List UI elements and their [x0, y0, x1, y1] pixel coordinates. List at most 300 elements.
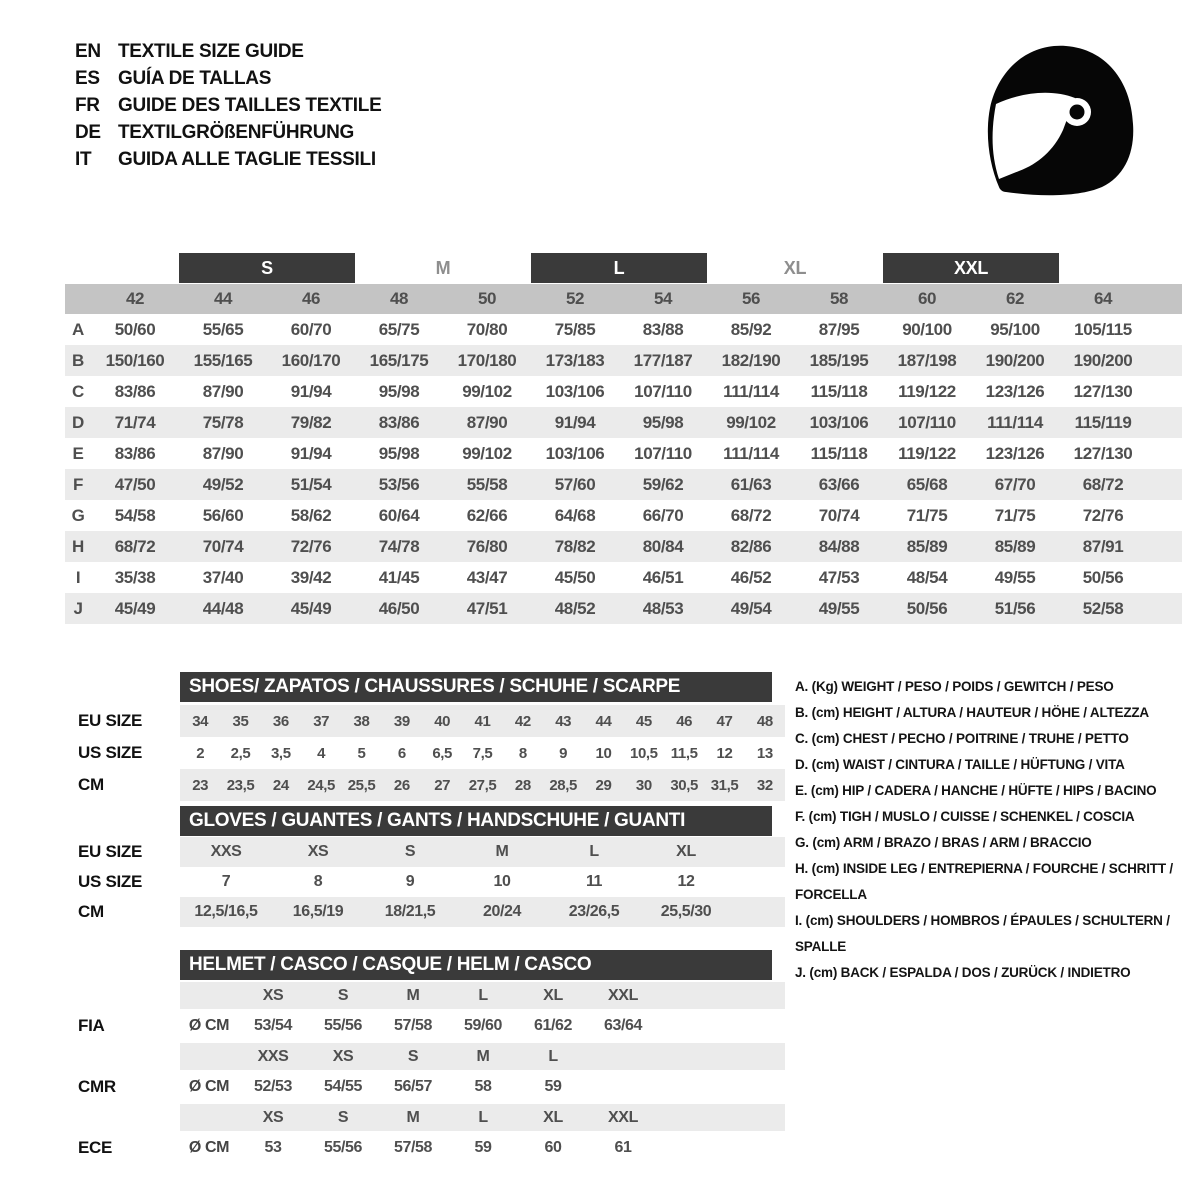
helmet-size-value: 56/57 [393, 1078, 433, 1095]
helmet-size-value: 61 [614, 1139, 632, 1156]
shoe-size-value: 30,5 [670, 776, 698, 794]
shoe-size-value: 32 [756, 776, 773, 794]
shoe-size-value: 8 [518, 744, 527, 762]
size-value: 190/200 [1073, 350, 1133, 370]
shoe-size-value: 23 [192, 776, 209, 794]
size-value: 65/75 [378, 319, 420, 339]
size-value: 103/106 [809, 412, 869, 432]
column-header: 64 [1093, 289, 1113, 308]
language-code: IT [75, 148, 92, 170]
legend-item: G. (cm) ARM / BRAZO / BRAS / ARM / BRACCIO [795, 835, 1092, 850]
shoe-size-value: 36 [272, 712, 289, 730]
shoe-size-value: 35 [232, 712, 249, 730]
size-value: 71/74 [114, 412, 156, 432]
size-value: 123/126 [985, 381, 1045, 401]
size-value: 49/55 [994, 567, 1036, 587]
helmet-fia-values-row [0, 1009, 1200, 1043]
numeric-column-header-row [65, 284, 1182, 314]
shoes-cm-values [180, 769, 785, 801]
helmet-section-header: HELMET / CASCO / CASQUE / HELM / CASCO [180, 950, 772, 980]
column-header: 56 [741, 289, 761, 308]
size-value: 44/48 [202, 598, 244, 618]
size-value: 47/53 [818, 567, 860, 587]
shoe-size-value: 40 [434, 712, 451, 730]
gloves-section-header: GLOVES / GUANTES / GANTS / HANDSCHUHE / GUANTI [180, 806, 772, 836]
glove-size-value: 10 [493, 873, 511, 890]
ece-values [180, 1131, 785, 1165]
size-value: 95/100 [990, 319, 1040, 339]
size-value: 55/58 [466, 474, 508, 494]
size-value: 95/98 [378, 443, 420, 463]
shoe-size-value: 28,5 [549, 776, 577, 794]
glove-size-value: 20/24 [482, 903, 522, 920]
size-value: 111/114 [723, 381, 779, 401]
helmet-size-value: 54/55 [323, 1078, 363, 1095]
helmet-size-value: 63/64 [603, 1017, 643, 1034]
size-band-row [65, 253, 1182, 284]
size-value: 51/56 [994, 598, 1036, 618]
standard-label-ece: ECE [78, 1138, 113, 1157]
helmet-size-header: M [406, 1108, 420, 1126]
size-value: 83/86 [114, 443, 156, 463]
table-row-h [65, 531, 1182, 562]
column-header: 46 [301, 289, 321, 308]
shoe-size-value: 26 [393, 776, 410, 794]
size-value: 59/62 [642, 474, 684, 494]
helmet-size-value: 55/56 [323, 1139, 363, 1156]
size-value: 155/165 [193, 350, 253, 370]
size-value: 45/50 [554, 567, 596, 587]
size-value: 48/53 [642, 598, 684, 618]
size-value: 72/76 [290, 536, 332, 556]
language-title: GUIDE DES TAILLES TEXTILE [118, 94, 382, 116]
size-value: 103/106 [545, 381, 605, 401]
unit-spacer [180, 1104, 238, 1131]
helmet-size-header: XL [543, 986, 563, 1004]
shoe-size-value: 24,5 [307, 776, 335, 794]
legend-item: C. (cm) CHEST / PECHO / POITRINE / TRUHE / PETTO [795, 731, 1129, 746]
size-label-m: M [435, 257, 451, 278]
helmet-size-header: XS [332, 1047, 354, 1065]
unit-spacer [180, 1043, 238, 1070]
size-value: 41/45 [378, 567, 420, 587]
size-value: 83/88 [642, 319, 684, 339]
helmet-size-header: S [407, 1047, 419, 1065]
size-value: 46/50 [378, 598, 420, 618]
size-value: 190/200 [985, 350, 1045, 370]
helmet-cmr-values-row [0, 1070, 1200, 1104]
glove-size-value: 7 [221, 873, 231, 890]
size-label-l: L [531, 253, 707, 283]
shoe-size-value: 6,5 [432, 744, 452, 762]
cmr-size-headers [180, 1043, 785, 1070]
size-value: 60/70 [290, 319, 332, 339]
size-value: 68/72 [730, 505, 772, 525]
row-label: CM [78, 775, 104, 794]
legend-item: E. (cm) HIP / CADERA / HANCHE / HÜFTE / HIPS / BACINO [795, 783, 1157, 798]
size-value: 70/74 [202, 536, 244, 556]
size-value: 84/88 [818, 536, 860, 556]
helmet-size-value: 55/56 [323, 1017, 363, 1034]
corner-spacer [65, 284, 91, 314]
size-value: 127/130 [1073, 443, 1133, 463]
glove-size-value: 18/21,5 [384, 903, 436, 920]
size-value: 78/82 [554, 536, 596, 556]
size-value: 68/72 [114, 536, 156, 556]
shoe-size-value: 46 [676, 712, 693, 730]
helmet-size-header: L [478, 986, 488, 1004]
helmet-size-value: 58 [474, 1078, 492, 1095]
standard-label-fia: FIA [78, 1016, 105, 1035]
size-value: 49/55 [818, 598, 860, 618]
size-label-xl: XL [783, 257, 807, 278]
helmet-size-value: 53/54 [253, 1017, 293, 1034]
shoe-size-value: 3,5 [270, 744, 291, 762]
size-value: 79/82 [290, 412, 332, 432]
shoe-size-value: 6 [397, 744, 406, 762]
size-value: 56/60 [202, 505, 244, 525]
size-value: 115/118 [810, 443, 868, 463]
helmet-size-header: S [337, 986, 349, 1004]
size-value: 46/51 [642, 567, 684, 587]
shoes-section-header: SHOES/ ZAPATOS / CHAUSSURES / SCHUHE / SCARPE [180, 672, 772, 702]
size-value: 85/89 [994, 536, 1036, 556]
helmet-size-value: 53 [264, 1139, 282, 1156]
size-value: 99/102 [462, 381, 512, 401]
shoe-size-value: 44 [595, 712, 612, 730]
glove-size-value: 9 [405, 873, 415, 890]
glove-size-value: 23/26,5 [568, 903, 620, 920]
diameter-cm-unit: Ø CM [188, 1078, 230, 1095]
table-row-a [65, 314, 1182, 345]
row-label: EU SIZE [78, 711, 143, 730]
size-value: 61/63 [730, 474, 772, 494]
size-value: 123/126 [985, 443, 1045, 463]
size-value: 62/66 [466, 505, 508, 525]
language-title: GUÍA DE TALLAS [118, 67, 272, 89]
size-value: 43/47 [466, 567, 508, 587]
shoe-size-value: 37 [313, 712, 330, 730]
shoe-size-value: 13 [756, 744, 773, 762]
shoe-size-value: 27 [434, 776, 451, 794]
shoe-size-value: 25,5 [347, 776, 376, 794]
size-value: 185/195 [809, 350, 869, 370]
legend-item: H. (cm) INSIDE LEG / ENTREPIERNA / FOURCHE / SCHRITT / FORCELLA [795, 861, 1173, 902]
size-value: 49/52 [202, 474, 244, 494]
table-row-d [65, 407, 1182, 438]
size-value: 115/118 [810, 381, 868, 401]
size-value: 85/89 [906, 536, 948, 556]
apparel-size-table [65, 253, 1182, 624]
language-row [75, 38, 381, 65]
helmet-size-header: XL [543, 1108, 563, 1126]
language-code: FR [75, 94, 100, 116]
size-value: 99/102 [462, 443, 512, 463]
shoe-size-value: 45 [635, 712, 652, 730]
size-value: 115/119 [1074, 412, 1132, 432]
size-value: 95/98 [642, 412, 684, 432]
row-label: H [72, 536, 84, 556]
table-row-i [65, 562, 1182, 593]
standard-label-cmr: CMR [78, 1077, 116, 1096]
size-value: 49/54 [730, 598, 772, 618]
size-value: 39/42 [290, 567, 332, 587]
shoe-size-value: 39 [393, 712, 410, 730]
row-label: US SIZE [78, 743, 143, 762]
row-label: US SIZE [78, 872, 143, 891]
size-value: 50/56 [906, 598, 948, 618]
shoe-size-value: 31,5 [710, 776, 739, 794]
column-header: 50 [477, 289, 497, 308]
helmet-size-value: 60 [544, 1139, 562, 1156]
shoe-size-value: 7,5 [472, 744, 493, 762]
size-value: 80/84 [642, 536, 684, 556]
size-value: 71/75 [994, 505, 1036, 525]
legend-item: J. (cm) BACK / ESPALDA / DOS / ZURÜCK / INDIETRO [795, 965, 1131, 980]
helmet-ece-values-row [0, 1131, 1200, 1165]
size-value: 63/66 [818, 474, 860, 494]
helmet-size-header: XXS [257, 1047, 289, 1065]
shoe-size-value: 47 [716, 712, 733, 730]
shoe-size-value: 10,5 [630, 744, 658, 762]
size-value: 182/190 [721, 350, 781, 370]
size-value: 111/114 [987, 412, 1043, 432]
row-label: C [72, 381, 84, 401]
helmet-size-value: 59 [474, 1139, 492, 1156]
glove-size-value: S [404, 843, 416, 860]
helmet-size-value: 57/58 [393, 1139, 433, 1156]
glove-size-value: L [589, 843, 599, 860]
language-code: EN [75, 40, 101, 62]
size-value: 150/160 [105, 350, 165, 370]
size-value: 58/62 [290, 505, 332, 525]
size-value: 35/38 [114, 567, 156, 587]
legend-item: D. (cm) WAIST / CINTURA / TAILLE / HÜFTUNG / VITA [795, 757, 1125, 772]
size-value: 91/94 [554, 412, 596, 432]
glove-size-value: 12,5/16,5 [194, 903, 258, 920]
diameter-cm-unit: Ø CM [188, 1139, 230, 1156]
helmet-size-header: L [548, 1047, 558, 1065]
size-value: 66/70 [642, 505, 684, 525]
language-row [75, 92, 381, 119]
size-value: 87/95 [818, 319, 860, 339]
helmet-size-value: 61/62 [533, 1017, 573, 1034]
glove-size-value: 12 [677, 873, 695, 890]
language-code: ES [75, 67, 100, 89]
size-value: 91/94 [290, 381, 332, 401]
size-value: 45/49 [290, 598, 332, 618]
helmet-fia-size-header-row [0, 982, 1200, 1009]
fia-values [180, 1009, 785, 1043]
helmet-rows [0, 982, 1200, 1165]
shoe-size-value: 34 [192, 712, 209, 730]
size-value: 48/54 [906, 567, 948, 587]
row-label: B [72, 350, 84, 370]
shoe-size-value: 5 [357, 744, 366, 762]
legend-item: A. (Kg) WEIGHT / PESO / POIDS / GEWITCH / PESO [795, 679, 1114, 694]
helmet-size-header: XXL [608, 986, 638, 1004]
row-label: J [73, 598, 83, 618]
size-value: 87/91 [1082, 536, 1124, 556]
size-value: 50/56 [1082, 567, 1124, 587]
column-header: 54 [653, 289, 673, 308]
shoe-size-value: 42 [514, 712, 531, 730]
shoes-eu-values [180, 705, 785, 737]
glove-size-value: XS [307, 843, 329, 860]
table-row-c [65, 376, 1182, 407]
size-value: 46/52 [730, 567, 772, 587]
size-value: 111/114 [723, 443, 779, 463]
size-label-s: S [179, 253, 355, 283]
column-header: 52 [565, 289, 585, 308]
row-label: F [73, 474, 83, 494]
size-value: 47/51 [466, 598, 508, 618]
diameter-cm-unit: Ø CM [188, 1017, 230, 1034]
size-value: 83/86 [378, 412, 420, 432]
size-value: 99/102 [726, 412, 776, 432]
size-label-xxl: XXL [883, 253, 1059, 283]
shoe-size-value: 12 [716, 744, 733, 762]
glove-size-value: 8 [313, 873, 323, 890]
row-label: G [71, 505, 85, 525]
size-value: 70/80 [466, 319, 508, 339]
helmet-size-header: M [476, 1047, 490, 1065]
table-row-e [65, 438, 1182, 469]
helmet-cmr-size-header-row [0, 1043, 1200, 1070]
language-code: DE [75, 121, 101, 143]
size-value: 67/70 [994, 474, 1036, 494]
gloves-us-values [180, 867, 785, 897]
helmet-size-header: XS [262, 986, 284, 1004]
size-value: 87/90 [202, 443, 244, 463]
size-value: 83/86 [114, 381, 156, 401]
size-value: 95/98 [378, 381, 420, 401]
helmet-size-value: 57/58 [393, 1017, 433, 1034]
helmet-size-header: L [478, 1108, 488, 1126]
column-header: 60 [917, 289, 937, 308]
size-value: 103/106 [545, 443, 605, 463]
size-value: 47/50 [114, 474, 156, 494]
column-header: 62 [1005, 289, 1025, 308]
row-label: EU SIZE [78, 842, 143, 861]
glove-size-value: XXS [210, 843, 242, 860]
size-value: 52/58 [1082, 598, 1124, 618]
size-value: 75/78 [202, 412, 244, 432]
shoes-us-values [180, 737, 785, 769]
language-title: TEXTILE SIZE GUIDE [118, 40, 304, 62]
glove-size-value: 16,5/19 [292, 903, 344, 920]
size-value: 65/68 [906, 474, 948, 494]
size-value: 74/78 [378, 536, 420, 556]
size-value: 87/90 [466, 412, 508, 432]
size-value: 60/64 [378, 505, 420, 525]
glove-size-value: M [495, 843, 509, 860]
shoe-size-value: 28 [514, 776, 531, 794]
gloves-eu-values [180, 837, 785, 867]
row-label: A [72, 319, 84, 339]
size-value: 107/110 [634, 381, 692, 401]
shoe-size-value: 29 [595, 776, 612, 794]
row-label: D [72, 412, 84, 432]
size-value: 165/175 [369, 350, 429, 370]
table-row-j [65, 593, 1182, 624]
shoe-size-value: 38 [353, 712, 370, 730]
size-value: 127/130 [1073, 381, 1133, 401]
size-value: 68/72 [1082, 474, 1124, 494]
row-label: CM [78, 902, 104, 921]
racing-helmet-icon [982, 40, 1138, 196]
helmet-size-header: S [337, 1108, 349, 1126]
column-header: 48 [389, 289, 409, 308]
helmet-size-value: 52/53 [253, 1078, 293, 1095]
shoe-size-value: 23,5 [226, 776, 255, 794]
size-value: 173/183 [545, 350, 605, 370]
size-value: 71/75 [906, 505, 948, 525]
shoe-size-value: 4 [317, 744, 326, 762]
shoe-size-value: 2 [196, 744, 205, 762]
size-value: 119/122 [898, 381, 956, 401]
size-value: 57/60 [554, 474, 596, 494]
size-value: 51/54 [290, 474, 332, 494]
shoe-size-value: 27,5 [468, 776, 497, 794]
size-value: 76/80 [466, 536, 508, 556]
language-title-list [75, 38, 381, 173]
glove-size-value: 11 [585, 873, 603, 890]
size-value: 160/170 [281, 350, 341, 370]
size-value: 54/58 [114, 505, 156, 525]
language-title: TEXTILGRÖßENFÜHRUNG [118, 121, 355, 143]
helmet-size-value: 59/60 [463, 1017, 503, 1034]
language-title: GUIDA ALLE TAGLIE TESSILI [118, 148, 376, 170]
column-header: 44 [213, 289, 233, 308]
column-header: 42 [125, 289, 145, 308]
legend-item: I. (cm) SHOULDERS / HOMBROS / ÉPAULES / SCHULTERN / SPALLE [795, 913, 1170, 954]
size-value: 177/187 [633, 350, 693, 370]
ece-size-headers [180, 1104, 785, 1131]
helmet-size-value: 59 [544, 1078, 562, 1095]
size-value: 85/92 [730, 319, 772, 339]
size-value: 87/90 [202, 381, 244, 401]
size-value: 53/56 [378, 474, 420, 494]
table-row-g [65, 500, 1182, 531]
size-value: 48/52 [554, 598, 596, 618]
shoe-size-value: 43 [555, 712, 572, 730]
helmet-size-header: M [406, 986, 420, 1004]
size-value: 187/198 [897, 350, 957, 370]
unit-spacer [180, 982, 238, 1009]
helmet-ece-size-header-row [0, 1104, 1200, 1131]
helmet-size-header: XXL [608, 1108, 638, 1126]
language-row [75, 65, 381, 92]
size-value: 70/74 [818, 505, 860, 525]
size-value: 105/115 [1074, 319, 1132, 339]
size-value: 64/68 [554, 505, 596, 525]
table-row-f [65, 469, 1182, 500]
column-header: 58 [829, 289, 849, 308]
language-row [75, 119, 381, 146]
shoe-size-value: 10 [595, 744, 612, 762]
glove-size-value: 25,5/30 [660, 903, 712, 920]
size-value: 91/94 [290, 443, 332, 463]
shoe-size-value: 2,5 [230, 744, 251, 762]
size-value: 50/60 [114, 319, 156, 339]
shoe-size-value: 48 [756, 712, 773, 730]
size-value: 170/180 [457, 350, 517, 370]
size-value: 37/40 [202, 567, 244, 587]
shoe-size-value: 41 [474, 712, 491, 730]
glove-size-value: XL [676, 843, 696, 860]
size-value: 75/85 [554, 319, 596, 339]
